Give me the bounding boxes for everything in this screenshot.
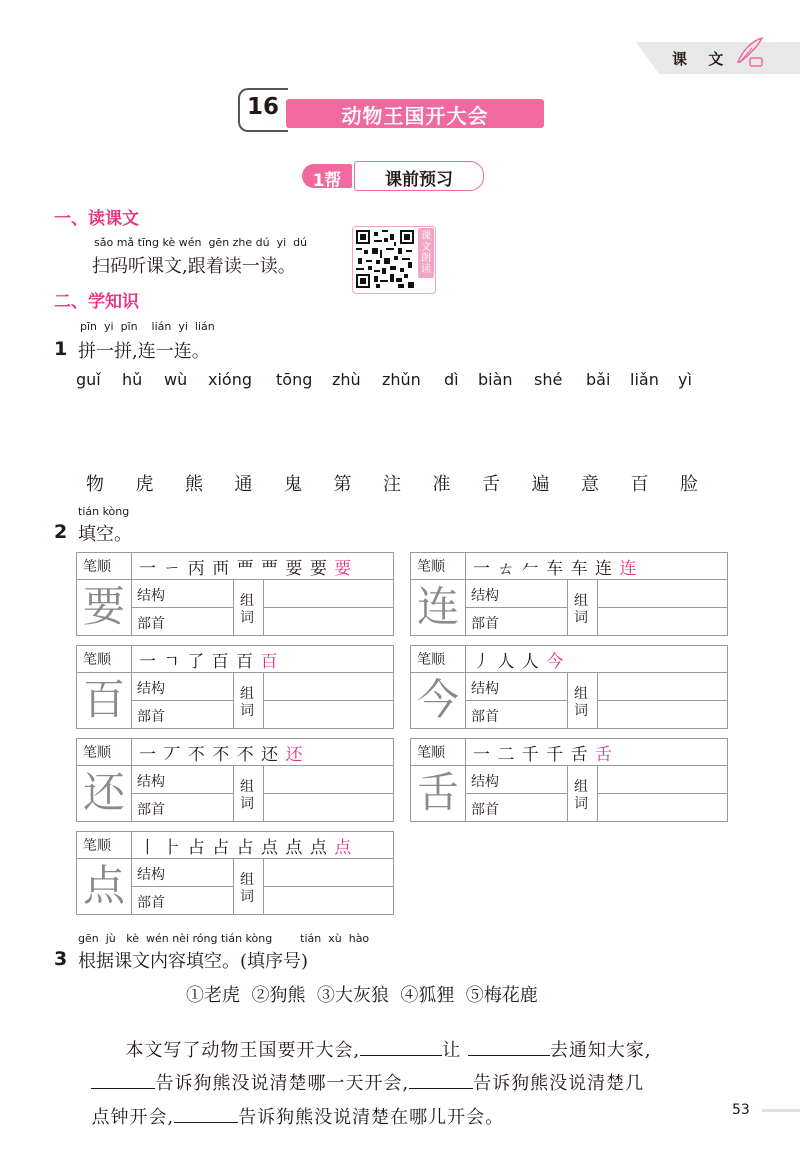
q1-pinyin-word[interactable]: tōng <box>276 370 313 389</box>
label-radical: 部首 <box>471 616 499 632</box>
stroke-row <box>411 646 727 673</box>
stroke-card <box>76 831 394 915</box>
label-strokes: 笔顺 <box>83 559 111 575</box>
q1-pinyin-word[interactable]: bǎi <box>586 370 611 389</box>
q1-pinyin-word[interactable]: zhù <box>332 370 361 389</box>
q1-pinyin-word[interactable]: shé <box>534 370 563 389</box>
q1-pinyin-word[interactable]: dì <box>444 370 459 389</box>
q3-line1-b: 让 <box>442 1040 462 1061</box>
label-structure: 结构 <box>137 588 165 604</box>
q1-pinyin: pīn yi pīn lián yi lián <box>80 320 215 333</box>
label-radical: 部首 <box>137 616 165 632</box>
q3-line2-b: 告诉狗熊没说清楚几 <box>473 1073 645 1094</box>
q3-line1-c: 去通知大家, <box>549 1040 652 1061</box>
q1-pinyin-word[interactable]: wù <box>164 370 188 389</box>
label-strokes: 笔顺 <box>417 745 445 761</box>
stroke-sequence <box>473 647 564 672</box>
label-radical: 部首 <box>471 709 499 725</box>
q3-line3-b: 告诉狗熊没说清楚在哪儿开会。 <box>238 1107 505 1128</box>
q1-pinyin-word[interactable]: xióng <box>208 370 252 389</box>
label-radical: 部首 <box>137 709 165 725</box>
q3-line3-a: 点钟开会, <box>91 1107 175 1128</box>
stroke-sequence <box>473 740 613 765</box>
q1-character[interactable]: 遍 <box>531 474 550 495</box>
q1-pinyin-word[interactable]: biàn <box>478 370 513 389</box>
stroke-final: 百 <box>260 652 279 672</box>
q1-pinyin-word[interactable]: zhǔn <box>382 370 421 389</box>
stroke-steps: 一 二 千 千 舌 <box>473 745 596 765</box>
label-words: 组词 <box>240 593 254 626</box>
section-badge-part-label: 1帮 <box>312 171 342 191</box>
practice-character: 要 <box>82 582 125 631</box>
stroke-steps: 丨 ⺊ 占 占 占 点 点 点 <box>139 838 335 858</box>
q3-blank-5[interactable] <box>174 1104 238 1123</box>
stroke-final: 今 <box>546 652 565 672</box>
stroke-sequence <box>139 833 352 858</box>
part1-heading: 一、读课文 <box>54 209 139 229</box>
stroke-card <box>410 552 728 636</box>
label-structure: 结构 <box>471 681 499 697</box>
stroke-steps: 丿 人 人 <box>473 652 547 672</box>
q3-text: 根据课文内容填空。(填序号) <box>78 951 309 972</box>
q3-options: ①老虎 ②狗熊 ③大灰狼 ④狐狸 ⑤梅花鹿 <box>186 985 538 1006</box>
header-label: 课 文 <box>672 50 732 68</box>
q3-line1-a: 本文写了动物王国要开大会, <box>125 1040 361 1061</box>
q1-character[interactable]: 熊 <box>185 474 203 495</box>
q1-pinyin-word[interactable]: hǔ <box>122 370 143 389</box>
q3-line3 <box>78 1082 504 1129</box>
q3-line2-a: 告诉狗熊没说清楚哪一天开会, <box>155 1073 410 1094</box>
page-number-bar <box>762 1109 800 1112</box>
practice-character: 连 <box>416 582 459 631</box>
section-badge-name-label: 课前预习 <box>385 170 453 190</box>
q3-pinyin: gēn jù kè wén nèi róng tián kòng tián xù hào <box>78 932 370 945</box>
stroke-card <box>410 738 728 822</box>
stroke-steps: 一 ㄱ 了 百 百 <box>139 652 261 672</box>
stroke-sequence <box>139 554 352 579</box>
label-radical: 部首 <box>471 802 499 818</box>
q1-character[interactable]: 舌 <box>482 474 500 495</box>
label-structure: 结构 <box>137 774 165 790</box>
practice-character: 今 <box>416 675 459 724</box>
label-structure: 结构 <box>471 774 499 790</box>
label-structure: 结构 <box>137 681 165 697</box>
q1-pinyin-word[interactable]: yì <box>678 370 692 389</box>
stroke-final: 还 <box>285 745 304 765</box>
feather-pen-icon <box>732 34 766 68</box>
stroke-steps: 一 丆 不 不 不 还 <box>139 745 286 765</box>
q1-text: 拼一拼,连一连。 <box>78 341 210 362</box>
label-strokes: 笔顺 <box>417 652 445 668</box>
label-words: 组词 <box>574 593 588 626</box>
q2-pinyin: tián kòng <box>78 505 130 518</box>
stroke-card <box>410 645 728 729</box>
stroke-final: 点 <box>334 838 353 858</box>
stroke-card <box>76 552 394 636</box>
stroke-final: 连 <box>619 559 638 579</box>
stroke-sequence <box>139 740 303 765</box>
q1-number: 1 <box>54 338 68 360</box>
stroke-sequence <box>473 554 637 579</box>
q1-character[interactable]: 鬼 <box>284 474 302 495</box>
stroke-sequence <box>139 647 278 672</box>
label-strokes: 笔顺 <box>83 652 111 668</box>
practice-character: 还 <box>82 768 125 817</box>
q2-number: 2 <box>54 521 68 543</box>
stroke-final: 舌 <box>595 745 614 765</box>
q1-character[interactable]: 百 <box>630 474 649 495</box>
label-words: 组词 <box>574 779 588 812</box>
q1-character[interactable]: 虎 <box>135 474 154 495</box>
stroke-final: 要 <box>334 559 353 579</box>
q1-character[interactable]: 通 <box>234 474 253 495</box>
label-strokes: 笔顺 <box>83 838 111 854</box>
label-words: 组词 <box>240 872 254 905</box>
q1-character[interactable]: 准 <box>432 474 451 495</box>
q1-pinyin-word[interactable]: liǎn <box>630 370 659 389</box>
part1-pinyin: sǎo mǎ tīng kè wén gēn zhe dú yi dú <box>94 236 308 249</box>
qr-tag: 课文朗读 <box>418 228 434 278</box>
label-words: 组词 <box>240 779 254 812</box>
q1-character[interactable]: 物 <box>86 474 104 495</box>
q1-character[interactable]: 脸 <box>680 474 698 495</box>
q3-number: 3 <box>54 948 68 970</box>
q1-pinyin-word[interactable]: guǐ <box>76 370 101 389</box>
stroke-steps: 一 ㄊ 𠂉 车 车 连 <box>473 559 620 579</box>
q1-character[interactable]: 第 <box>333 474 352 495</box>
stroke-steps: 一 ㄧ 丙 襾 覀 覀 要 要 <box>139 559 335 579</box>
label-strokes: 笔顺 <box>83 745 111 761</box>
practice-character: 点 <box>82 861 125 910</box>
label-words: 组词 <box>240 686 254 719</box>
stroke-card <box>76 645 394 729</box>
label-words: 组词 <box>574 686 588 719</box>
label-radical: 部首 <box>137 895 165 911</box>
page-number: 53 <box>732 1102 750 1118</box>
practice-character: 舌 <box>416 768 459 817</box>
q1-character[interactable]: 注 <box>383 474 401 495</box>
stroke-card <box>76 738 394 822</box>
q1-character[interactable]: 意 <box>581 474 599 495</box>
part2-heading: 二、学知识 <box>54 292 139 312</box>
lesson-number: 16 <box>246 94 279 120</box>
qr-code-icon[interactable] <box>356 230 414 288</box>
part1-text: 扫码听课文,跟着读一读。 <box>92 256 296 277</box>
q2-text: 填空。 <box>78 524 132 545</box>
lesson-title: 动物王国开大会 <box>341 104 489 128</box>
label-structure: 结构 <box>471 588 499 604</box>
label-strokes: 笔顺 <box>417 559 445 575</box>
label-radical: 部首 <box>137 802 165 818</box>
practice-character: 百 <box>82 675 125 724</box>
label-structure: 结构 <box>137 867 165 883</box>
